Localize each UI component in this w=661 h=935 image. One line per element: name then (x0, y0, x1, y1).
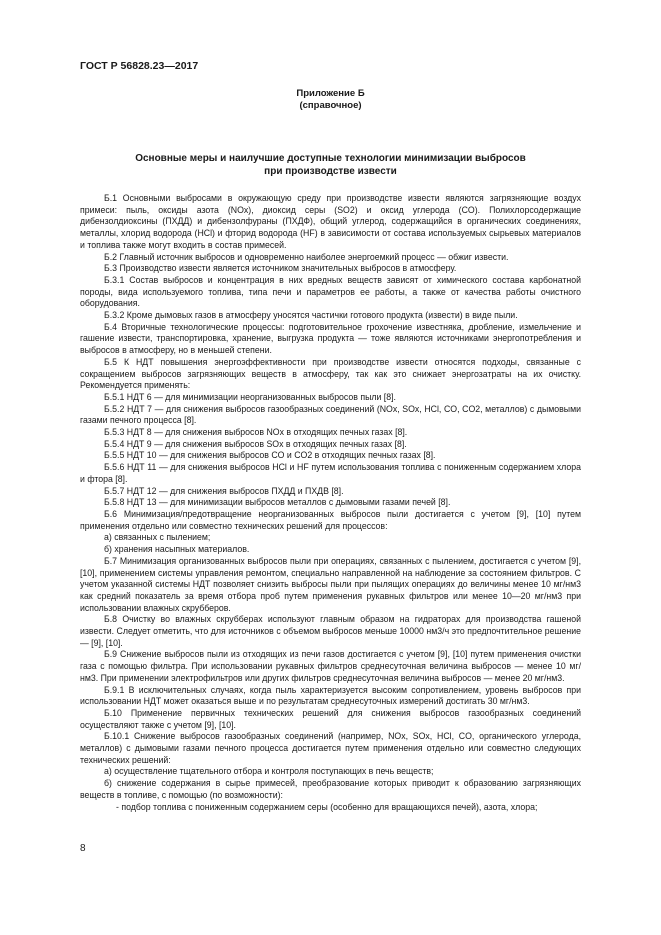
paragraph: Б.5.5 НДТ 10 — для снижения выбросов CO и CO2 в отходящих печных газах [8]. (104, 450, 436, 461)
paragraph: Б.5.2 НДТ 7 — для снижения выбросов газообразных соединений (NOx, SOx, HCl, CO, CO2, металлов) с дымовыми газами печного процесса [8]. (80, 403, 581, 426)
paragraph: Б.9.1 В исключительных случаях, когда пыль характеризуется высоким сопротивлением, уровень выбросов при использовании НДТ может оказаться выше и по результатам среднесуточных измерений достигать 30 мг/нм3. (80, 684, 581, 707)
paragraph: Б.9 Снижение выбросов пыли из отходящих из печи газов достигается с учетом [9], [10] путем применения очистки газа с помощью фильтра. При использовании рукавных фильтров среднесуточная величина выбросов — менее 10 мг/нм3. При применении электрофильтров или других фильтров среднесуточная величина выбросов — менее 20 мг/нм3. (80, 649, 581, 683)
section-title-line-1: Основные меры и наилучшие доступные технологии минимизации выбросов (135, 153, 526, 164)
appendix-heading (80, 88, 581, 112)
document-header: ГОСТ Р 56828.23—2017 (80, 60, 199, 72)
section-title-line-2: при производстве извести (264, 165, 397, 177)
paragraph: Б.8 Очистку во влажных скрубберах используют главным образом на гидраторах для производства гашеной извести. Следует отметить, что для источников с объемом выбросов меньше 10000 нм3/ч это предпочтительное решение — [9], [10]. (80, 614, 581, 648)
list-item: б) хранения насыпных материалов. (104, 544, 250, 555)
paragraph: Б.5 К НДТ повышения энергоэффективности при производстве извести относятся подходы, связанные с сокращением выбросов загрязняющих веществ в атмосферу, так как это снижает энергозатраты на их очистку. Рекомендуется применять: (80, 356, 581, 391)
body-text (80, 193, 581, 813)
paragraph: Б.5.8 НДТ 13 — для минимизации выбросов металлов с дымовыми газами печей [8]. (104, 497, 451, 508)
list-item: - подбор топлива с пониженным содержанием серы (особенно для вращающихся печей), азота, хлора; (116, 801, 538, 812)
paragraph: Б.2 Главный источник выбросов и одновременно наиболее энергоемкий процесс — обжиг извести. (104, 251, 509, 262)
appendix-subtitle: (справочное) (299, 100, 362, 111)
list-item: б) снижение содержания в сырье примесей, преобразование которых приводит к образованию загрязняющих веществ в топливе, с помощью (по возможности): (80, 778, 581, 800)
paragraph: Б.4 Вторичные технологические процессы: подготовительное грохочение известняка, дробление, измельчение и гашение извести, транспортировка, хранение, выгрузка продукта — тоже являются источниками энергопотребления и выбросов в атмосферу, но в меньшей степени. (80, 321, 581, 356)
paragraph: Б.7 Минимизация организованных выбросов пыли при операциях, связанных с пылением, достигается с учетом [9], [10], применением системы управления ремонтом, специально направленной на наблюдение за состоянием фильтров. С учетом указанной системы НДТ позволяет снизить выбросы пыли при пылящих операциях до величины менее 10 мг/нм3 как средний показатель за время отбора проб путем применения рукавных фильтров или менее 10—20 мг/нм3 при использовании влажных скрубберов. (80, 555, 581, 613)
list-item: а) осуществление тщательного отбора и контроля поступающих в печь веществ; (104, 766, 434, 777)
paragraph: Б.5.6 НДТ 11 — для снижения выбросов HCl и HF путем использования топлива с пониженным содержанием хлора и фтора [8]. (80, 462, 581, 484)
paragraph: Б.6 Минимизация/предотвращение неорганизованных выбросов пыли достигается с учетом [9], [10] путем применения отдельно или совместно технических решений для процессов: (80, 508, 581, 531)
page-number: 8 (80, 843, 86, 854)
paragraph: Б.5.4 НДТ 9 — для снижения выбросов SOx в отходящих печных газах [8]. (104, 438, 407, 449)
paragraph: Б.1 Основными выбросами в окружающую среду при производстве извести являются загрязняющие воздух примеси: пыль, оксиды азота (NOx), диоксид серы (SO2) и оксид углерода (CO). Полихлорсодержащие дибензолдиоксины (ПХДД) и дибензолфураны (ПХДФ), общий углерод, содержащийся в органических соединениях, металлы, хлорид водорода (HCl) и фторид водорода (HF) в зависимости от состава используемых сырьевых материалов и топлива также могут входить в состав примесей. (80, 193, 581, 250)
paragraph: Б.3.2 Кроме дымовых газов в атмосферу уносятся частички готового продукта (извести) в виде пыли. (104, 310, 518, 321)
appendix-title: Приложение Б (296, 88, 365, 99)
list-item: а) связанных с пылением; (104, 532, 211, 543)
paragraph: Б.3 Производство извести является источником значительных выбросов в атмосферу. (104, 263, 457, 274)
section-title (80, 153, 581, 178)
paragraph: Б.5.3 НДТ 8 — для снижения выбросов NOx в отходящих печных газах [8]. (104, 427, 408, 438)
paragraph: Б.5.7 НДТ 12 — для снижения выбросов ПХДД и ПХДВ [8]. (104, 485, 344, 496)
paragraph: Б.10 Применение первичных технических решений для снижения выбросов газообразных соединений осуществляют также с учетом [9], [10]. (80, 707, 581, 730)
paragraph: Б.10.1 Снижение выбросов газообразных соединений (например, NOx, SOx, HCl, CO, органического углерода, металлов) с дымовыми газами печного процесса достигается путем применения отдельно или совместно следующих технических решений: (80, 731, 581, 765)
paragraph: Б.3.1 Состав выбросов и концентрация в них вредных веществ зависят от химического состава карбонатной породы, вида используемого топлива, типа печи и параметров ее работы, а также от качества работы очистного оборудования. (80, 274, 581, 309)
paragraph: Б.5.1 НДТ 6 — для минимизации неорганизованных выбросов пыли [8]. (104, 391, 396, 402)
